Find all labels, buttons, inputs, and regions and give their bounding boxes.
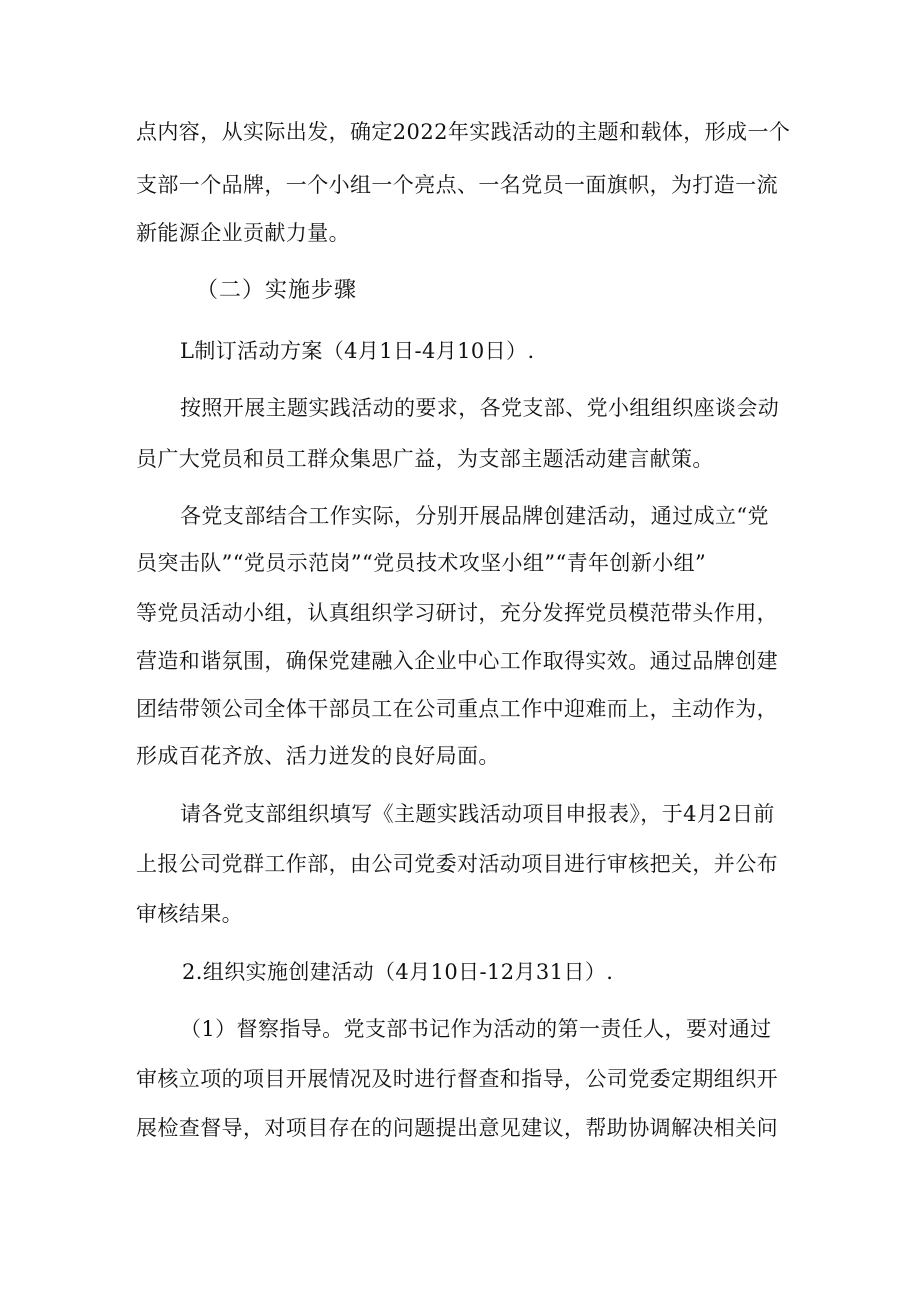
paragraph-3-line-4: 营造和谐氛围，确保党建融入企业中心工作取得实效。通过品牌创建 [136,649,778,673]
paragraph-2-line-1: 按照开展主题实践活动的要求，各党支部、党小组组织座谈会动 [180,396,780,420]
paragraph-1-line-1: 点内容，从实际出发，确定2022年实践活动的主题和载体，形成一个 [136,120,791,144]
paragraph-4-line-1: 请各党支部组织填写《主题实践活动项目申报表》，于4月2日前 [180,802,775,826]
paragraph-2-line-2: 员广大党员和员工群众集思广益，为支部主题活动建言献策。 [136,447,714,471]
paragraph-4-line-2: 上报公司党群工作部，由公司党委对活动项目进行审核把关，并公布 [136,852,778,876]
step-2-title: 2.组织实施创建活动（4月10日-12月31日）. [182,960,614,984]
paragraph-3-line-3: 等党员活动小组，认真组织学习研讨，充分发挥党员模范带头作用， [136,601,778,625]
paragraph-1-line-3: 新能源企业贡献力量。 [136,221,350,245]
paragraph-3-line-5: 团结带领公司全体干部员工在公司重点工作中迎难而上，主动作为， [136,697,778,721]
paragraph-5-line-3: 展检查督导，对项目存在的问题提出意见建议，帮助协调解决相关问 [136,1116,778,1140]
section-heading: （二）实施步骤 [196,278,358,303]
paragraph-5-line-2: 审核立项的项目开展情况及时进行督查和指导，公司党委定期组织开 [136,1067,778,1091]
paragraph-4-line-3: 审核结果。 [136,902,243,926]
paragraph-1-line-2: 支部一个品牌，一个小组一个亮点、一名党员一面旗帜，为打造一流 [136,173,778,197]
paragraph-3-line-6: 形成百花齐放、活力迸发的良好局面。 [136,744,500,768]
paragraph-5-line-1: （1）督察指导。党支部书记作为活动的第一责任人，要对通过 [180,1017,772,1041]
paragraph-3-line-1: 各党支部结合工作实际，分别开展品牌创建活动，通过成立“党 [180,504,769,528]
paragraph-3-line-2: 员突击队”“党员示范岗”“党员技术攻坚小组”“青年创新小组” [136,551,707,575]
step-1-title: L制订活动方案（4月1日-4月10日）. [180,339,535,363]
